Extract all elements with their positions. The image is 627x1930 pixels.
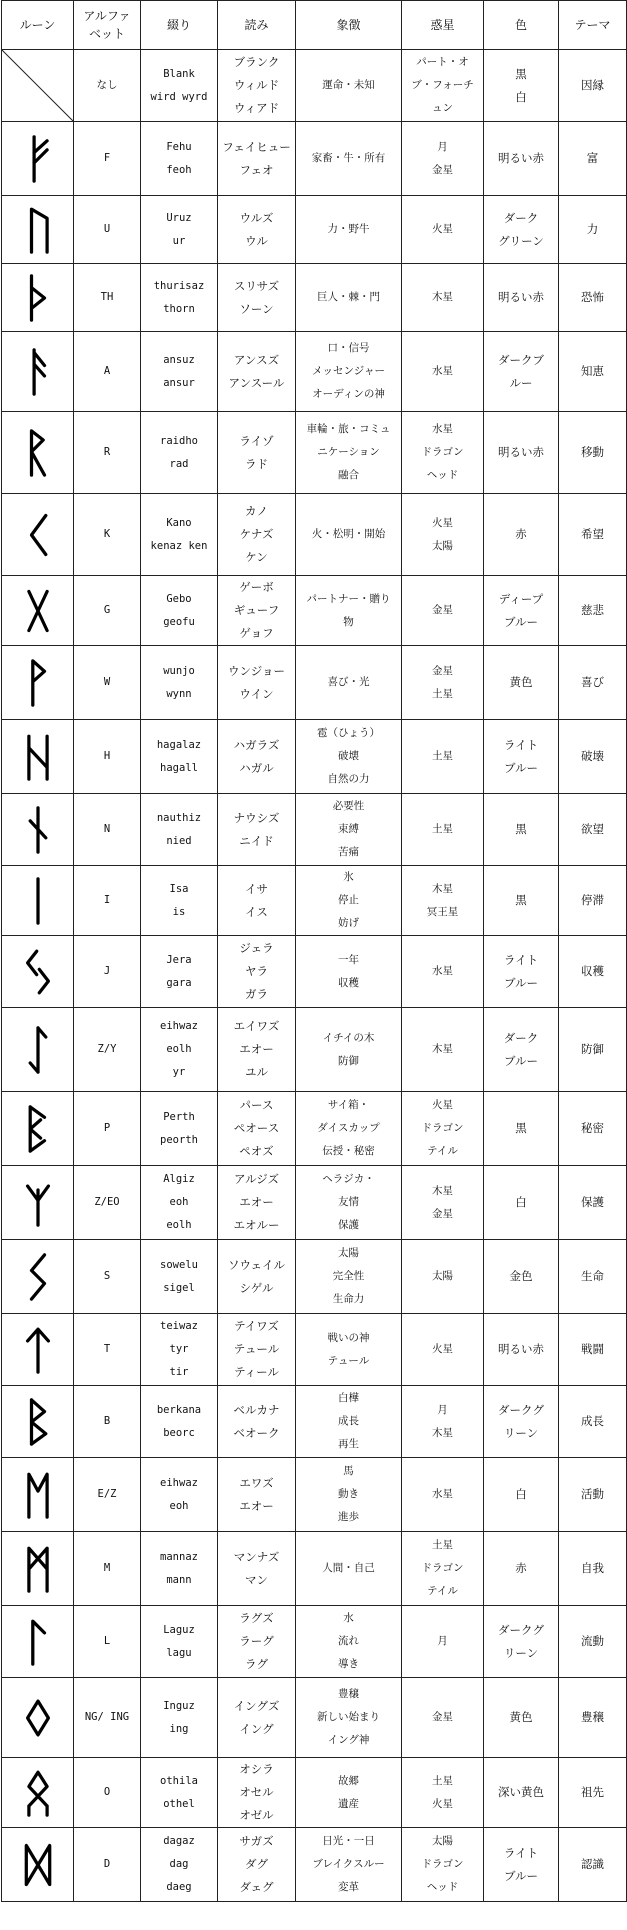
rune-fehu-icon <box>21 133 55 185</box>
planet-cell: 土星 <box>402 794 484 866</box>
rune-glyph-cell <box>2 196 74 264</box>
alphabet-cell: B <box>74 1386 141 1458</box>
spelling-cell: raidho rad <box>141 412 218 494</box>
alphabet-cell: なし <box>74 50 141 122</box>
color-cell: 黒 <box>484 794 559 866</box>
alphabet-cell: O <box>74 1758 141 1828</box>
theme-cell: 知恵 <box>559 332 627 412</box>
spelling-cell: Perth peorth <box>141 1092 218 1166</box>
planet-cell: 太陽 <box>402 1240 484 1314</box>
symbol-cell: 家畜・牛・所有 <box>296 122 402 196</box>
theme-cell: 自我 <box>559 1532 627 1606</box>
alphabet-cell: M <box>74 1532 141 1606</box>
rune-perth-icon <box>21 1103 55 1155</box>
spelling-cell: sowelu sigel <box>141 1240 218 1314</box>
theme-cell: 欲望 <box>559 794 627 866</box>
rune-laguz-icon <box>21 1616 55 1668</box>
table-row <box>2 1458 627 1532</box>
color-cell: 黄色 <box>484 646 559 720</box>
rune-gebo-icon <box>21 585 55 637</box>
alphabet-cell: K <box>74 494 141 576</box>
reading-cell: ベルカナ ベオーク <box>218 1386 296 1458</box>
planet-cell: 水星 ドラゴン ヘッド <box>402 412 484 494</box>
rune-eihwaz-icon <box>21 1024 55 1076</box>
rune-othila-icon <box>21 1767 55 1819</box>
table-row <box>2 720 627 794</box>
color-cell: 黒 白 <box>484 50 559 122</box>
reading-cell: ソウェイル シゲル <box>218 1240 296 1314</box>
color-cell: 黒 <box>484 866 559 936</box>
table-row <box>2 1314 627 1386</box>
theme-cell: 因縁 <box>559 50 627 122</box>
planet-cell: 水星 <box>402 936 484 1008</box>
color-cell: ダークグ リーン <box>484 1386 559 1458</box>
rune-glyph-cell <box>2 1532 74 1606</box>
spelling-cell: ansuz ansur <box>141 332 218 412</box>
color-cell: 明るい赤 <box>484 122 559 196</box>
rune-blank-diagonal <box>2 50 74 122</box>
planet-cell: 土星 <box>402 720 484 794</box>
table-row <box>2 1386 627 1458</box>
alphabet-cell: F <box>74 122 141 196</box>
theme-cell: 流動 <box>559 1606 627 1678</box>
rune-glyph-cell <box>2 494 74 576</box>
rune-glyph-cell <box>2 1240 74 1314</box>
rune-hagalaz-icon <box>21 731 55 783</box>
table-row <box>2 794 627 866</box>
header-spelling: 綴り <box>141 1 218 50</box>
rune-berkana-icon <box>21 1396 55 1448</box>
color-cell: 白 <box>484 1458 559 1532</box>
symbol-cell: 馬 動き 進歩 <box>296 1458 402 1532</box>
rune-glyph-cell <box>2 1008 74 1092</box>
alphabet-cell: T <box>74 1314 141 1386</box>
rune-isa-icon <box>21 875 55 927</box>
table-row <box>2 332 627 412</box>
symbol-cell: サイ箱・ ダイスカップ 伝授・秘密 <box>296 1092 402 1166</box>
rune-glyph-cell <box>2 720 74 794</box>
header-symbol: 象徴 <box>296 1 402 50</box>
alphabet-cell: S <box>74 1240 141 1314</box>
color-cell: 赤 <box>484 494 559 576</box>
header-theme: テーマ <box>559 1 627 50</box>
planet-cell: 太陽 ドラゴン ヘッド <box>402 1828 484 1902</box>
reading-cell: パース ペオース ペオズ <box>218 1092 296 1166</box>
symbol-cell: 一年 収穫 <box>296 936 402 1008</box>
rune-algiz-icon <box>21 1177 55 1229</box>
alphabet-cell: A <box>74 332 141 412</box>
alphabet-cell: U <box>74 196 141 264</box>
theme-cell: 停滞 <box>559 866 627 936</box>
planet-cell: 金星 <box>402 576 484 646</box>
theme-cell: 力 <box>559 196 627 264</box>
reading-cell: アルジズ エオー エオルー <box>218 1166 296 1240</box>
symbol-cell: 日光・一日 ブレイクスルー 変革 <box>296 1828 402 1902</box>
theme-cell: 富 <box>559 122 627 196</box>
symbol-cell: 人間・自己 <box>296 1532 402 1606</box>
rune-wunjo-icon <box>21 657 55 709</box>
spelling-cell: Jera gara <box>141 936 218 1008</box>
planet-cell: 木星 <box>402 264 484 332</box>
symbol-cell: 車輪・旅・コミュ ニケーション 融合 <box>296 412 402 494</box>
symbol-cell: 雹（ひょう） 破壊 自然の力 <box>296 720 402 794</box>
planet-cell: 月 <box>402 1606 484 1678</box>
alphabet-cell: R <box>74 412 141 494</box>
spelling-cell: Isa is <box>141 866 218 936</box>
alphabet-cell: P <box>74 1092 141 1166</box>
alphabet-cell: NG/ ING <box>74 1678 141 1758</box>
symbol-cell: 太陽 完全性 生命力 <box>296 1240 402 1314</box>
spelling-cell: Gebo geofu <box>141 576 218 646</box>
table-row <box>2 1166 627 1240</box>
table-row <box>2 412 627 494</box>
rune-glyph-cell <box>2 412 74 494</box>
reading-cell: ゲーボ ギューフ ゲョフ <box>218 576 296 646</box>
planet-cell: 水星 <box>402 332 484 412</box>
rune-glyph-cell <box>2 866 74 936</box>
rune-ehwaz-icon <box>21 1469 55 1521</box>
table-row <box>2 1092 627 1166</box>
symbol-cell: 必要性 束縛 苦痛 <box>296 794 402 866</box>
reading-cell: マンナズ マン <box>218 1532 296 1606</box>
planet-cell: 木星 <box>402 1008 484 1092</box>
symbol-cell: 白樺 成長 再生 <box>296 1386 402 1458</box>
symbol-cell: 火・松明・開始 <box>296 494 402 576</box>
table-row <box>2 1678 627 1758</box>
rune-glyph-cell <box>2 1828 74 1902</box>
planet-cell: 月 金星 <box>402 122 484 196</box>
table-row <box>2 1758 627 1828</box>
symbol-cell: 氷 停止 妨げ <box>296 866 402 936</box>
theme-cell: 喜び <box>559 646 627 720</box>
symbol-cell: 戦いの神 テュール <box>296 1314 402 1386</box>
spelling-cell: hagalaz hagall <box>141 720 218 794</box>
rune-jera-icon <box>21 946 55 998</box>
symbol-cell: パートナー・贈り 物 <box>296 576 402 646</box>
color-cell: 深い黄色 <box>484 1758 559 1828</box>
alphabet-cell: L <box>74 1606 141 1678</box>
rune-teiwaz-icon <box>21 1324 55 1376</box>
reading-cell: ブランク ウィルド ウィアド <box>218 50 296 122</box>
color-cell: ライト ブルー <box>484 1828 559 1902</box>
reading-cell: サガズ ダグ ダェグ <box>218 1828 296 1902</box>
spelling-cell: Algiz eoh eolh <box>141 1166 218 1240</box>
reading-cell: ライゾ ラド <box>218 412 296 494</box>
theme-cell: 移動 <box>559 412 627 494</box>
reading-cell: ラグズ ラーグ ラグ <box>218 1606 296 1678</box>
rune-glyph-cell <box>2 936 74 1008</box>
symbol-cell: 力・野牛 <box>296 196 402 264</box>
symbol-cell: 水 流れ 導き <box>296 1606 402 1678</box>
reading-cell: フェイヒュー フェオ <box>218 122 296 196</box>
theme-cell: 恐怖 <box>559 264 627 332</box>
color-cell: ダークブ ルー <box>484 332 559 412</box>
reading-cell: エイワズ エオー ユル <box>218 1008 296 1092</box>
planet-cell: 火星 <box>402 196 484 264</box>
rune-table-body <box>2 50 627 1902</box>
planet-cell: 木星 冥王星 <box>402 866 484 936</box>
reading-cell: ウンジョー ウイン <box>218 646 296 720</box>
reading-cell: ウルズ ウル <box>218 196 296 264</box>
spelling-cell: thurisaz thorn <box>141 264 218 332</box>
rune-ansuz-icon <box>21 346 55 398</box>
color-cell: 明るい赤 <box>484 412 559 494</box>
reading-cell: ナウシズ ニイド <box>218 794 296 866</box>
alphabet-cell: D <box>74 1828 141 1902</box>
color-cell: 黒 <box>484 1092 559 1166</box>
table-row <box>2 494 627 576</box>
planet-cell: 火星 ドラゴン テイル <box>402 1092 484 1166</box>
color-cell: ライト ブルー <box>484 936 559 1008</box>
rune-dagaz-icon <box>21 1839 55 1891</box>
spelling-cell: Laguz lagu <box>141 1606 218 1678</box>
color-cell: 赤 <box>484 1532 559 1606</box>
spelling-cell: berkana beorc <box>141 1386 218 1458</box>
rune-glyph-cell <box>2 1166 74 1240</box>
alphabet-cell: N <box>74 794 141 866</box>
rune-uruz-icon <box>21 204 55 256</box>
planet-cell: 土星 火星 <box>402 1758 484 1828</box>
header-reading: 読み <box>218 1 296 50</box>
theme-cell: 成長 <box>559 1386 627 1458</box>
rune-kano-icon <box>21 509 55 561</box>
theme-cell: 秘密 <box>559 1092 627 1166</box>
diagonal-line-icon <box>2 50 73 121</box>
reading-cell: イサ イス <box>218 866 296 936</box>
symbol-cell: 運命・未知 <box>296 50 402 122</box>
color-cell: ダーク グリーン <box>484 196 559 264</box>
theme-cell: 破壊 <box>559 720 627 794</box>
spelling-cell: eihwaz eoh <box>141 1458 218 1532</box>
planet-cell: 水星 <box>402 1458 484 1532</box>
spelling-cell: Fehu feoh <box>141 122 218 196</box>
theme-cell: 防御 <box>559 1008 627 1092</box>
theme-cell: 戦闘 <box>559 1314 627 1386</box>
spelling-cell: wunjo wynn <box>141 646 218 720</box>
symbol-cell: ヘラジカ・ 友情 保護 <box>296 1166 402 1240</box>
theme-cell: 保護 <box>559 1166 627 1240</box>
rune-glyph-cell <box>2 264 74 332</box>
table-row <box>2 122 627 196</box>
planet-cell: 金星 土星 <box>402 646 484 720</box>
table-row <box>2 936 627 1008</box>
spelling-cell: mannaz mann <box>141 1532 218 1606</box>
color-cell: ディープ ブルー <box>484 576 559 646</box>
rune-glyph-cell <box>2 646 74 720</box>
rune-sowelu-icon <box>21 1251 55 1303</box>
alphabet-cell: Z/EO <box>74 1166 141 1240</box>
rune-glyph-cell <box>2 122 74 196</box>
table-row <box>2 1240 627 1314</box>
theme-cell: 活動 <box>559 1458 627 1532</box>
rune-glyph-cell <box>2 1458 74 1532</box>
spelling-cell: nauthiz nied <box>141 794 218 866</box>
spelling-cell: teiwaz tyr tir <box>141 1314 218 1386</box>
table-row <box>2 576 627 646</box>
table-row <box>2 1828 627 1902</box>
rune-mannaz-icon <box>21 1543 55 1595</box>
table-row <box>2 646 627 720</box>
rune-glyph-cell <box>2 794 74 866</box>
table-row <box>2 50 627 122</box>
planet-cell: 火星 太陽 <box>402 494 484 576</box>
table-row <box>2 264 627 332</box>
rune-glyph-cell <box>2 1606 74 1678</box>
rune-inguz-icon <box>21 1692 55 1744</box>
spelling-cell: Inguz ing <box>141 1678 218 1758</box>
theme-cell: 豊穣 <box>559 1678 627 1758</box>
planet-cell: パート・オ ブ・フォーチ ュン <box>402 50 484 122</box>
rune-glyph-cell <box>2 1758 74 1828</box>
rune-thurisaz-icon <box>21 272 55 324</box>
rune-nauthiz-icon <box>21 804 55 856</box>
spelling-cell: dagaz dag daeg <box>141 1828 218 1902</box>
alphabet-cell: E/Z <box>74 1458 141 1532</box>
theme-cell: 収穫 <box>559 936 627 1008</box>
symbol-cell: 豊穣 新しい始まり イング神 <box>296 1678 402 1758</box>
reading-cell: ハガラズ ハガル <box>218 720 296 794</box>
alphabet-cell: G <box>74 576 141 646</box>
planet-cell: 火星 <box>402 1314 484 1386</box>
rune-glyph-cell <box>2 1314 74 1386</box>
color-cell: 金色 <box>484 1240 559 1314</box>
spelling-cell: eihwaz eolh yr <box>141 1008 218 1092</box>
reading-cell: カノ ケナズ ケン <box>218 494 296 576</box>
color-cell: 黄色 <box>484 1678 559 1758</box>
rune-glyph-cell <box>2 1678 74 1758</box>
color-cell: 明るい赤 <box>484 264 559 332</box>
alphabet-cell: W <box>74 646 141 720</box>
rune-raidho-icon <box>21 427 55 479</box>
rune-glyph-cell <box>2 332 74 412</box>
theme-cell: 生命 <box>559 1240 627 1314</box>
rune-glyph-cell <box>2 1386 74 1458</box>
color-cell: ダークグ リーン <box>484 1606 559 1678</box>
theme-cell: 希望 <box>559 494 627 576</box>
reading-cell: ジェラ ヤラ ガラ <box>218 936 296 1008</box>
reading-cell: イングズ イング <box>218 1678 296 1758</box>
spelling-cell: Kano kenaz ken <box>141 494 218 576</box>
table-row <box>2 1008 627 1092</box>
symbol-cell: イチイの木 防御 <box>296 1008 402 1092</box>
alphabet-cell: TH <box>74 264 141 332</box>
reading-cell: スリサズ ソーン <box>218 264 296 332</box>
header-planet: 惑星 <box>402 1 484 50</box>
header-row <box>2 1 627 50</box>
reading-cell: アンスズ アンスール <box>218 332 296 412</box>
theme-cell: 慈悲 <box>559 576 627 646</box>
planet-cell: 金星 <box>402 1678 484 1758</box>
color-cell: 白 <box>484 1166 559 1240</box>
symbol-cell: 巨人・棘・門 <box>296 264 402 332</box>
symbol-cell: 口・信号 メッセンジャー オーディンの神 <box>296 332 402 412</box>
header-rune: ルーン <box>2 1 74 50</box>
rune-table <box>1 0 627 1902</box>
symbol-cell: 喜び・光 <box>296 646 402 720</box>
spelling-cell: othila othel <box>141 1758 218 1828</box>
reading-cell: テイワズ テュール ティール <box>218 1314 296 1386</box>
table-row <box>2 1532 627 1606</box>
planet-cell: 土星 ドラゴン テイル <box>402 1532 484 1606</box>
planet-cell: 木星 金星 <box>402 1166 484 1240</box>
rune-table-container <box>1 0 626 1902</box>
alphabet-cell: Z/Y <box>74 1008 141 1092</box>
table-row <box>2 196 627 264</box>
theme-cell: 祖先 <box>559 1758 627 1828</box>
color-cell: ライト ブルー <box>484 720 559 794</box>
theme-cell: 認識 <box>559 1828 627 1902</box>
table-row <box>2 866 627 936</box>
color-cell: 明るい赤 <box>484 1314 559 1386</box>
alphabet-cell: H <box>74 720 141 794</box>
rune-glyph-cell <box>2 1092 74 1166</box>
spelling-cell: Blank wird wyrd <box>141 50 218 122</box>
header-color: 色 <box>484 1 559 50</box>
spelling-cell: Uruz ur <box>141 196 218 264</box>
header-alphabet: アルファ ベット <box>74 1 141 50</box>
planet-cell: 月 木星 <box>402 1386 484 1458</box>
reading-cell: エワズ エオー <box>218 1458 296 1532</box>
alphabet-cell: I <box>74 866 141 936</box>
color-cell: ダーク ブルー <box>484 1008 559 1092</box>
alphabet-cell: J <box>74 936 141 1008</box>
symbol-cell: 故郷 遺産 <box>296 1758 402 1828</box>
reading-cell: オシラ オセル オゼル <box>218 1758 296 1828</box>
rune-glyph-cell <box>2 576 74 646</box>
table-row <box>2 1606 627 1678</box>
